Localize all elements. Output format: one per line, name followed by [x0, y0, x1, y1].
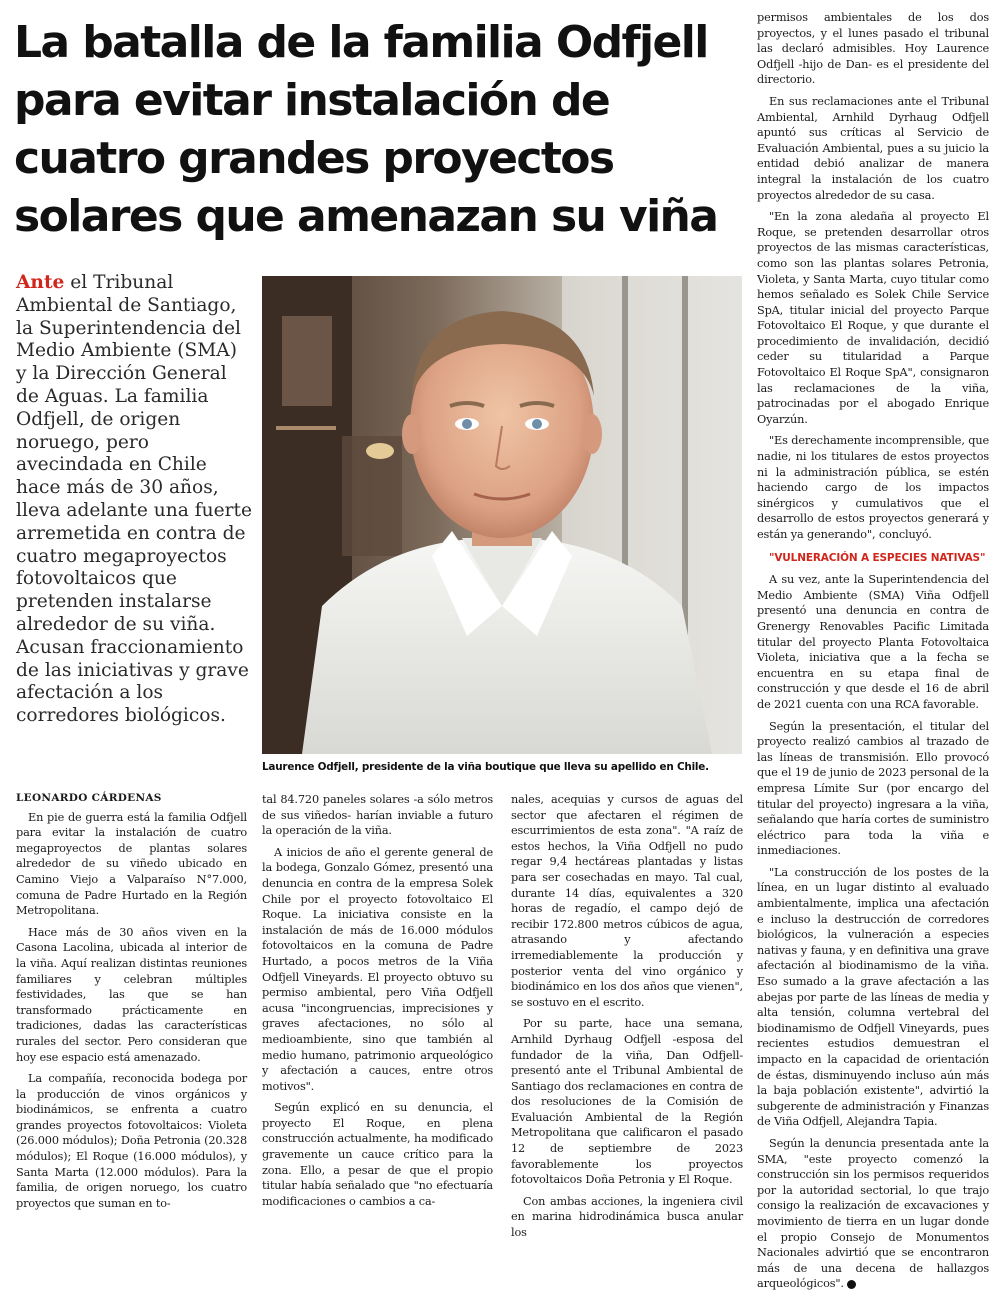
- col3-paragraph-3: Con ambas acciones, la ingeniera civil en marina hidrodinámica busca anular los: [511, 1194, 743, 1240]
- col4-paragraph-3: "En la zona aledaña al proyecto El Roque, se pretenden desarrollar otros proyectos de las mismas características, como son las plantas solares Petronia, Violeta, y Santa Marta, cuyo titular como hemos señalado es Solek Chile Service SpA, titular inicial del proyecto Parque Fotovoltaico El Roque, y que durante el procedimiento de invalidación, decidió ceder su titularidad a Parque Fotovoltaico El Roque SpA", consignaron las reclamaciones de la viña, patrocinadas por el abogado Enrique Oyarzún.: [757, 210, 989, 426]
- end-mark-icon: [847, 1280, 856, 1289]
- col1-paragraph-2: Hace más de 30 años viven en la Casona Lacolina, ubicada al interior de la viña. Aquí realizan distintas reuniones familiares y celebran múltiples festividades, las que se han transformado prácticamente en tradiciones, dadas las características rurales del sector. Pero consideran que hoy ese espacio está amenazado.: [16, 925, 247, 1064]
- headline-line-1: La batalla de la familia Odfjell: [14, 17, 708, 68]
- col4-paragraph-8: [757, 1136, 989, 1292]
- article-column-2: [262, 792, 493, 1215]
- col4-paragraph-8-text: Según la denuncia presentada ante la SMA, "este proyecto comenzó la construcción sin los permisos requeridos por la autoridad sectorial, lo que trajo consigo la realización de excavaciones y movimiento de tierra en un lugar donde el propio Consejo de Monumentos Nacionales advirtió que se encontraron más de una decena de hallazgos arqueológicos".: [757, 1136, 989, 1291]
- col1-paragraph-1: En pie de guerra está la familia Odfjell para evitar la instalación de cuatro megaproyectos de plantas solares alrededor de su viñedo ubicado en Camino Viejo a Valparaíso N°7.000, comuna de Padre Hurtado en la Región Metropolitana.: [16, 810, 247, 918]
- article-column-4: [757, 10, 989, 1298]
- col2-paragraph-1: tal 84.720 paneles solares -a sólo metros de sus viñedos- harían inviable a futuro la operación de la viña.: [262, 793, 493, 838]
- section-subhead: "VULNERACIÓN A ESPECIES NATIVAS": [769, 551, 986, 564]
- col2-paragraph-2: A inicios de año el gerente general de la bodega, Gonzalo Gómez, presentó una denuncia en contra de la empresa Solek Chile por el proyecto fotovoltaico El Roque. La iniciativa consiste en la instalación de más de 16.000 módulos fotovoltaicos en la comuna de Padre Hurtado, a pocos metros de la Viña Odfjell Vineyards. El proyecto obtuvo su permiso ambiental, pero Viña Odfjell acusa "incongruencias, imprecisiones y graves afectaciones, no sólo al medioambiente, sino que también al medio humano, patrimonio arqueológico y afectación a cauces, entre otros motivos".: [262, 845, 493, 1093]
- col4-paragraph-7: "La construcción de los postes de la línea, en un lugar distinto al evaluado ambientalmente, implica una afectación e incluso la destrucción de corredores biológicos, la vulneración a especies nativas y fauna, y en definitiva una grave afectación al biodinamismo de la viña. Eso sumado a la grave afectación a las abejas por parte de las líneas de media y alta tensión, columna vertebral del biodinamismo de Odfjell Vineyards, pues recientes estudios demuestran el impacto en la capacidad de orientación de éstas, disminuyendo incluso aún más la baja población existente", advirtió la subgerente de administración y Finanzas de Viña Odfjell, Alejandra Tapia.: [757, 865, 989, 1129]
- photo-caption: Laurence Odfjell, presidente de la viña boutique que lleva su apellido en Chile.: [262, 761, 709, 773]
- lead-paragraph: [16, 272, 252, 728]
- col3-paragraph-1: nales, acequias y cursos de aguas del sector que afectaren el régimen de escurrimientos de esta zona". "A raíz de estos hechos, la Viña Odfjell no pudo regar 9,4 hectáreas plantadas y listas para ser cosechadas en mayo. Tal cual, durante 14 días, equivalentes a 320 horas de regadío, el campo dejó de recibir 172.800 metros cúbicos de agua, atrasando y afectando irremediablemente la producción y posterior venta del vino orgánico y biodinámico en los dos años que vienen", se sostuvo en el escrito.: [511, 793, 743, 1009]
- byline: LEONARDO CÁRDENAS: [16, 792, 162, 804]
- col2-paragraph-3: Según explicó en su denuncia, el proyecto El Roque, en plena construcción actualmente, ha modificado gravemente un cauce crítico para la zona. Ello, a pesar de que el propio titular había señalado que "no efectuaría modificaciones o cambios a ca-: [262, 1101, 493, 1208]
- headline-line-3: cuatro grandes proyectos: [14, 133, 614, 184]
- article-column-3: [511, 792, 743, 1247]
- col3-paragraph-2: Por su parte, hace una semana, Arnhild Dyrhaug Odfjell -esposa del fundador de la viña, Dan Odfjell- presentó ante el Tribunal Ambiental de Santiago dos reclamaciones en contra de dos resoluciones de la Comisión de Evaluación Ambiental de la Región Metropolitana que calificaron el pasado 12 de septiembre de 2023 favorablemente los proyectos fotovoltaicos Doña Petronia y El Roque.: [511, 1017, 743, 1187]
- lead-drop-word: Ante: [16, 272, 65, 293]
- article-photo: [262, 276, 742, 754]
- col4-paragraph-5: A su vez, ante la Superintendencia del Medio Ambiente (SMA) Viña Odfjell presentó una denuncia en contra de Grenergy Renovables Pacific Limitada titular del proyecto Planta Fotovoltaica Violeta, iniciativa que a la fecha se encuentra en su etapa final de construcción y que desde el 16 de abril de 2021 cuenta con una RCA favorable.: [757, 573, 989, 711]
- col4-paragraph-4: "Es derechamente incomprensible, que nadie, ni los titulares de estos proyectos ni la administración pública, se estén haciendo cargo de los impactos sinérgicos y cumulativos que el desarrollo de estos proyectos generará y están ya generando", concluyó.: [757, 434, 989, 541]
- headline-line-4: solares que amenazan su viña: [14, 191, 718, 242]
- col4-paragraph-2: En sus reclamaciones ante el Tribunal Ambiental, Arnhild Dyrhaug Odfjell apuntó sus críticas al Servicio de Evaluación Ambiental, pues a su juicio la entidad debió analizar de manera integral la instalación de los cuatro proyectos alrededor de su casa.: [757, 94, 989, 202]
- headline: [14, 14, 744, 246]
- portrait-illustration: [262, 276, 742, 754]
- article-column-1: [16, 791, 247, 1217]
- col4-paragraph-6: Según la presentación, el titular del proyecto realizó cambios al trazado de las líneas de transmisión. Ello provocó que el 19 de junio de 2023 personal de la empresa Límite Sur (por encargo del titular del proyecto) ingresara a la viña, señalando que haría cortes de suministro eléctrico para toda la viña e inmediaciones.: [757, 719, 989, 858]
- headline-line-2: para evitar instalación de: [14, 75, 610, 126]
- col1-paragraph-3: La compañía, reconocida bodega por la producción de vinos orgánicos y biodinámicos, se enfrenta a cuatro grandes proyectos fotovoltaicos: Violeta (26.000 módulos); Doña Petronia (20.328 módulos); El Roque (16.000 módulos), y Santa Marta (12.000 módulos). Para la familia, de origen noruego, los cuatro proyectos que suman en to-: [16, 1072, 247, 1210]
- lead-text: el Tribunal Ambiental de Santiago, la Superintendencia del Medio Ambiente (SMA) y la Dirección General de Aguas. La familia Odfjell, de origen noruego, pero avecindada en Chile hace más de 30 años, lleva adelante una fuerte arremetida en contra de cuatro megaproyectos fotovoltaicos que pretenden instalarse alrededor de su viña. Acusan fraccionamiento de las iniciativas y grave afectación a los corredores biológicos.: [16, 272, 252, 727]
- col4-paragraph-1: permisos ambientales de los dos proyectos, y el lunes pasado el tribunal las declaró admisibles. Hoy Laurence Odfjell -hijo de Dan- es el presidente del directorio.: [757, 11, 989, 87]
